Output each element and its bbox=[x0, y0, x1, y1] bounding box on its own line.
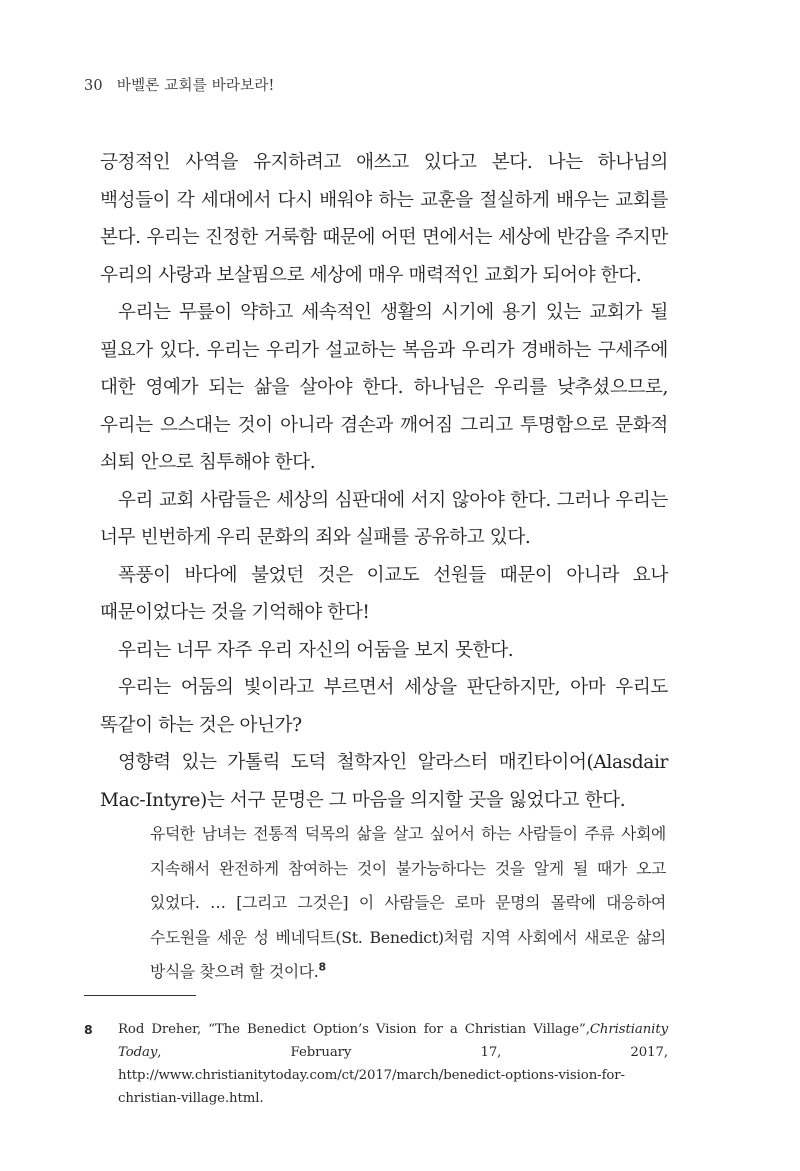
paragraph: 우리는 어둠의 빛이라고 부르면서 세상을 판단하지만, 아마 우리도 똑같이 하는 것은 아닌가? bbox=[100, 677, 668, 736]
footnote-journal: Christianity Today bbox=[118, 1022, 668, 1060]
footnote-text bbox=[118, 1018, 668, 1110]
book-title: 바벨론 교회를 바라보라! bbox=[116, 78, 275, 94]
paragraph: 영향력 있는 가톨릭 도덕 철학자인 알라스터 매킨타이어(Alasdair Mac-Intyre)는 서구 문명은 그 마음을 의지할 곳을 잃었다고 한다. bbox=[100, 752, 668, 811]
running-header bbox=[84, 74, 275, 95]
page-number: 30 bbox=[84, 78, 103, 94]
footnote-citation: Rod Dreher, “The Benedict Option’s Vision for a Christian Village”, bbox=[118, 1022, 590, 1037]
footnote-number: 8 bbox=[84, 1022, 93, 1037]
paragraph: 우리는 너무 자주 우리 자신의 어둠을 보지 못한다. bbox=[118, 639, 514, 661]
footnote bbox=[84, 1018, 668, 1110]
block-quote bbox=[150, 817, 666, 990]
main-text bbox=[100, 144, 668, 819]
footnote-reference[interactable]: 8 bbox=[318, 961, 326, 975]
footnote-divider bbox=[84, 995, 196, 996]
footnote-url[interactable]: , February 17, 2017, http://www.christianitytoday.com/ct/2017/march/benedict-options-vision-for-christian-village.html. bbox=[118, 1045, 668, 1106]
paragraph: 우리는 무릎이 약하고 세속적인 생활의 시기에 용기 있는 교회가 될 필요가 있다. 우리는 우리가 설교하는 복음과 우리가 경배하는 구세주에 대한 영예가 되는 삶을 살아야 한다. 하나님은 우리를 낮추셨으므로, 우리는 으스대는 것이 아니라 겸손과 깨어짐 그리고 투명함으로 문화적 쇠퇴 안으로 침투해야 한다. bbox=[100, 302, 668, 473]
paragraph: 긍정적인 사역을 유지하려고 애쓰고 있다고 본다. 나는 하나님의 백성들이 각 세대에서 다시 배워야 하는 교훈을 절실하게 배우는 교회를 본다. 우리는 진정한 거룩함 때문에 어떤 면에서는 세상에 반감을 주지만 우리의 사랑과 보살핌으로 세상에 매우 매력적인 교회가 되어야 한다. bbox=[100, 152, 668, 286]
paragraph: 폭풍이 바다에 불었던 것은 이교도 선원들 때문이 아니라 요나 때문이었다는 것을 기억해야 한다! bbox=[100, 564, 668, 623]
quote-text-wrapper bbox=[150, 817, 666, 990]
quote-text: 유덕한 남녀는 전통적 덕목의 삶을 살고 싶어서 하는 사람들이 주류 사회에 지속해서 완전하게 참여하는 것이 불가능하다는 것을 알게 될 때가 오고 있었다. … [그리고 그것은] 이 사람들은 로마 문명의 몰락에 대응하여 수도원을 세운 성 베네딕트(St. Benedict)처럼 지역 사회에서 새로운 삶의 방식을 찾으려 할 것이다. bbox=[150, 824, 666, 982]
paragraph: 우리 교회 사람들은 세상의 심판대에 서지 않아야 한다. 그러나 우리는 너무 빈번하게 우리 문화의 죄와 실패를 공유하고 있다. bbox=[100, 489, 668, 548]
